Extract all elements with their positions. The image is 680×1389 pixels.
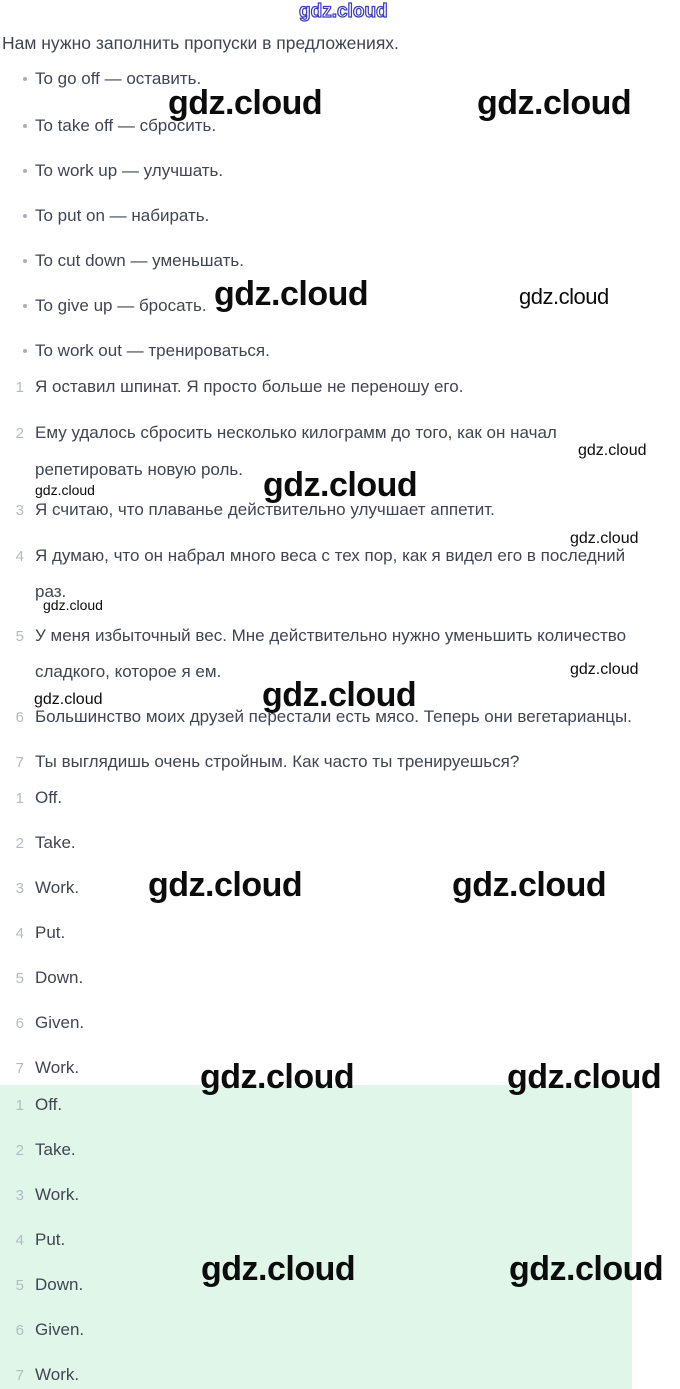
answer-text: Given. [35,1013,85,1032]
item-number: 6 [15,1322,24,1339]
answer-item [0,968,680,988]
item-number: 7 [15,1367,24,1384]
highlighted-answer-item [0,1095,680,1115]
watermark: gdz.cloud [214,275,369,313]
watermark: gdz.cloud [570,661,639,678]
watermark: gdz.cloud [263,466,418,504]
vocab-text: To work up — улучшать. [35,161,224,180]
bullet-icon [23,77,27,81]
sentence-text: Я считаю, что плаванье действительно улучшает аппетит. [35,500,495,519]
sentence-text: Большинство моих друзей перестали есть мясо. Теперь они вегетарианцы. [35,707,632,726]
bullet-icon [23,169,27,173]
item-number: 7 [15,1060,24,1077]
answer-text: Work. [35,1058,80,1077]
highlighted-answer-item [0,1365,680,1385]
vocab-text: To work out — тренироваться. [35,341,270,360]
vocab-text: To cut down — уменьшать. [35,251,244,270]
sentence-item [0,423,680,443]
item-number: 1 [15,790,24,807]
watermark: gdz.cloud [200,1058,355,1096]
answer-text: Down. [35,1275,84,1294]
item-number: 6 [15,1015,24,1032]
sentence-text: Ты выглядишь очень стройным. Как часто ты тренируешься? [35,752,520,771]
vocab-item [0,161,680,181]
sentence-item [0,626,680,646]
answer-text: Down. [35,968,84,987]
highlighted-answer-item [0,1320,680,1340]
answer-text: Work. [35,1185,80,1204]
watermark: gdz.cloud [477,84,632,122]
highlighted-answer-item [0,1140,680,1160]
item-number: 5 [15,628,24,645]
answer-text: Put. [35,923,66,942]
sentence-text: сладкого, которое я ем. [35,662,222,681]
watermark: gdz.cloud [578,442,647,459]
watermark: gdz.cloud [507,1058,662,1096]
watermark: gdz.cloud [148,866,303,904]
vocab-text: To go off — оставить. [35,69,202,88]
bullet-icon [23,124,27,128]
item-number: 3 [15,880,24,897]
item-number: 3 [15,1187,24,1204]
watermark: gdz.cloud [168,84,323,122]
answer-text: Off. [35,788,63,807]
watermark: gdz.cloud [519,284,609,309]
answer-text: Put. [35,1230,66,1249]
sentence-item [0,546,680,566]
watermark: gdz.cloud [34,691,103,708]
sentence-text: Ему удалось сбросить несколько килограмм до того, как он начал [35,423,557,442]
item-number: 4 [15,1232,24,1249]
item-number: 3 [15,502,24,519]
item-number: 1 [15,379,24,396]
highlighted-answer-item [0,1185,680,1205]
vocab-text: To take off — сбросить. [35,116,217,135]
bullet-icon [23,304,27,308]
item-number: 2 [15,1142,24,1159]
highlighted-answer-item [0,1230,680,1250]
sentence-text: У меня избыточный вес. Мне действительно нужно уменьшить количество [35,626,627,645]
bullet-icon [23,259,27,263]
answer-text: Work. [35,1365,80,1384]
answer-text: Take. [35,1140,76,1159]
bullet-icon [23,214,27,218]
answer-text: Work. [35,878,80,897]
answer-item [0,788,680,808]
intro-text: Нам нужно заполнить пропуски в предложениях. [2,33,399,53]
vocab-item [0,341,680,361]
watermark: gdz.cloud [201,1250,356,1288]
watermark: gdz.cloud [35,482,95,498]
bullet-icon [23,349,27,353]
item-number: 7 [15,754,24,771]
item-number: 5 [15,970,24,987]
sentence-text: репетировать новую роль. [35,460,243,479]
watermark: gdz.cloud [509,1250,664,1288]
answer-text: Off. [35,1095,63,1114]
item-number: 5 [15,1277,24,1294]
vocab-item [0,206,680,226]
vocab-text: To put on — набирать. [35,206,210,225]
answer-text: Given. [35,1320,85,1339]
item-number: 4 [15,548,24,565]
answer-text: Take. [35,833,76,852]
item-number: 1 [15,1097,24,1114]
answer-item [0,923,680,943]
sentence-text: Я оставил шпинат. Я просто больше не переношу его. [35,377,464,396]
intro-line [0,33,680,53]
outline-watermark: gdz.cloud [299,1,388,22]
watermark: gdz.cloud [570,530,639,547]
item-number: 4 [15,925,24,942]
sentence-item [0,752,680,772]
item-number: 2 [15,835,24,852]
sentence-text: раз. [35,582,67,601]
item-number: 2 [15,425,24,442]
sentence-text: Я думаю, что он набрал много веса с тех пор, как я видел его в последний [35,546,626,565]
watermark: gdz.cloud [452,866,607,904]
watermark: gdz.cloud [262,676,417,714]
answer-item [0,1013,680,1033]
vocab-item [0,251,680,271]
vocab-text: To give up — бросать. [35,296,207,315]
answer-item [0,833,680,853]
sentence-item [0,377,680,397]
item-number: 6 [15,709,24,726]
watermark: gdz.cloud [43,597,103,613]
